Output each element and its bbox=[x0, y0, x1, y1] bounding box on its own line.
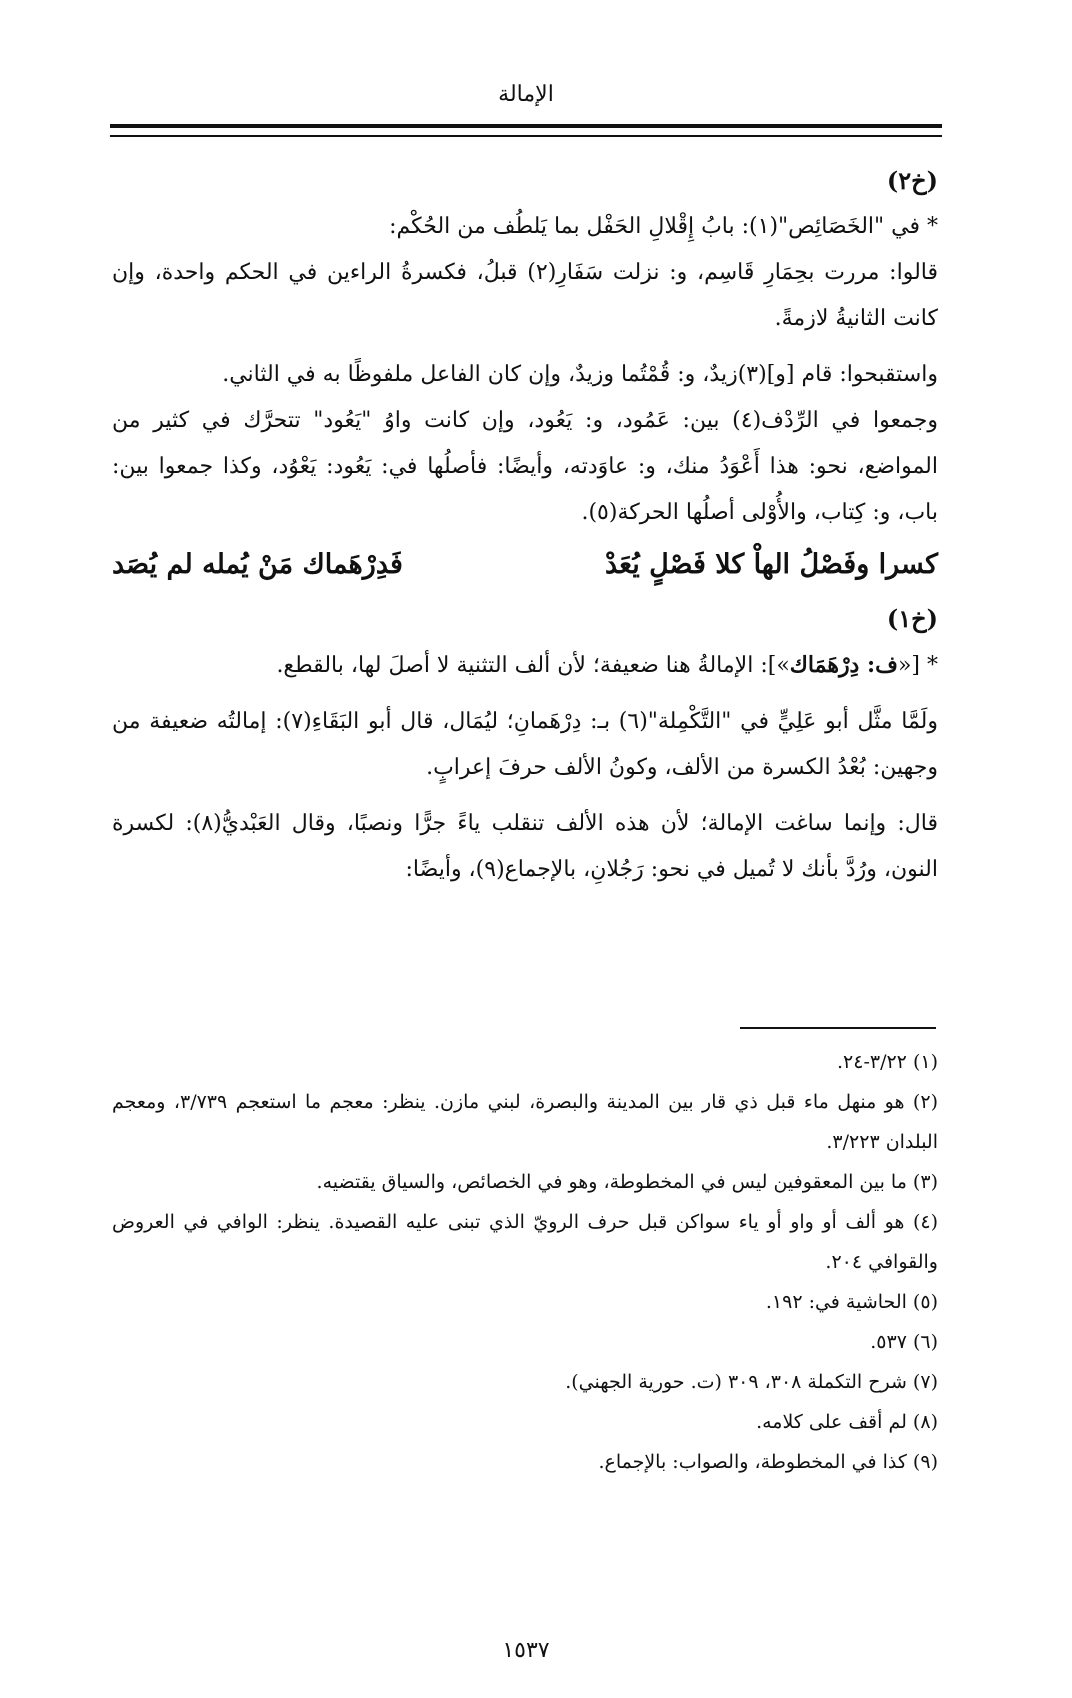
header-rule-thick bbox=[110, 124, 942, 128]
verse-second-hemistich: فَدِرْهَماك مَنْ يُمله لم يُصَد bbox=[112, 549, 403, 580]
footnote: (٩) كذا في المخطوطة، والصواب: بالإجماع. bbox=[598, 1451, 938, 1473]
lemma-paragraph bbox=[112, 642, 938, 689]
verse-first-hemistich: كسرا وفَصْلُ الهاْ كلا فَصْلٍ يُعَدْ bbox=[605, 549, 938, 580]
footnote: (٨) لم أقف على كلامه. bbox=[756, 1411, 938, 1433]
header-rule-thin bbox=[110, 135, 942, 137]
paragraph: قال: وإنما ساغت الإمالة؛ لأن هذه الألف تنقلب ياءً جرًّا ونصبًا، وقال العَبْديُّ(٨): لكسرة النون، ورُدَّ بأنك لا تُميل في نحو: رَجُلانِ، بالإجماع(٩)، وأيضًا: bbox=[112, 811, 938, 882]
footnote: (٦) ٥٣٧. bbox=[870, 1331, 938, 1353]
verse-line bbox=[112, 540, 938, 590]
manuscript-marker: (خ٢) bbox=[886, 166, 938, 195]
footnotes bbox=[112, 1042, 938, 1482]
paragraph: قالوا: مررت بحِمَارِ قَاسِم، و: نزلت سَفَارِ(٢) قبلُ، فكسرةُ الراءين في الحكم واحدة، وإن كانت الثانيةُ لازمةً. bbox=[112, 260, 938, 331]
paragraph: وجمعوا في الرِّدْف(٤) بين: عَمُود، و: يَعُود، وإن كانت واوُ "يَعُود" تتحرَّك في كثير من المواضع، نحو: هذا أَعْوَدُ منك، و: عاوَدته، وأيضًا: فأصلُها في: يَعُود: يَعْوُد، وكذا جمعوا بين: باب، و: كِتاب، والأُوْلى أصلُها الحركة(٥). bbox=[112, 408, 939, 525]
paragraph: ولَمَّا مثَّل أبو عَلِيٍّ في "التَّكْمِلة"(٦) بـ: دِرْهَمانِ؛ ليُمَال، قال أبو البَقَاءِ(٧): إمالتُه ضعيفة من وجهين: بُعْدُ الكسرة من الألف، وكونُ الألف حرفَ إعرابٍ. bbox=[112, 709, 938, 780]
manuscript-marker: (خ١) bbox=[886, 604, 938, 633]
footnote: (٣) ما بين المعقوفين ليس في المخطوطة، وهو في الخصائص، والسياق يقتضيه. bbox=[316, 1171, 938, 1193]
footnote: (٥) الحاشية في: ١٩٢. bbox=[765, 1291, 938, 1313]
footnote-separator bbox=[740, 1027, 936, 1029]
footnote: (٧) شرح التكملة ٣٠٨، ٣٠٩ (ت. حورية الجهني). bbox=[565, 1371, 938, 1393]
main-text bbox=[112, 158, 938, 893]
lemma-suffix: »]: الإمالةُ هنا ضعيفة؛ لأن ألف التثنية لا أصلَ لها، بالقطع. bbox=[276, 653, 790, 678]
footnote: (١) ٣/٢٢-٢٤. bbox=[836, 1051, 938, 1073]
footnote: (٢) هو منهل ماء قبل ذي قار بين المدينة والبصرة، لبني مازن. ينظر: معجم ما استعجم ٣/٧٣٩، ومعجم البلدان ٣/٢٢٣. bbox=[112, 1091, 938, 1153]
running-header: الإمالة bbox=[498, 82, 554, 107]
paragraph: * في "الخَصَائِص"(١): بابُ إِقْلالِ الحَفْل بما يَلطُف من الحُكْم: bbox=[389, 214, 938, 239]
lemma: ف: دِرْهَمَاك bbox=[789, 652, 898, 678]
footnote: (٤) هو ألف أو واو أو ياء سواكن قبل حرف الرويّ الذي تبنى عليه القصيدة. ينظر: الوافي في العروض والقوافي ٢٠٤. bbox=[112, 1211, 938, 1273]
page-number: ١٥٣٧ bbox=[502, 1638, 550, 1663]
paragraph: واستقبحوا: قام [و](٣)زيدٌ، و: قُمْتُما وزيدٌ، وإن كان الفاعل ملفوظًا به في الثاني. bbox=[222, 362, 938, 387]
lemma-prefix: * [« bbox=[897, 653, 938, 678]
